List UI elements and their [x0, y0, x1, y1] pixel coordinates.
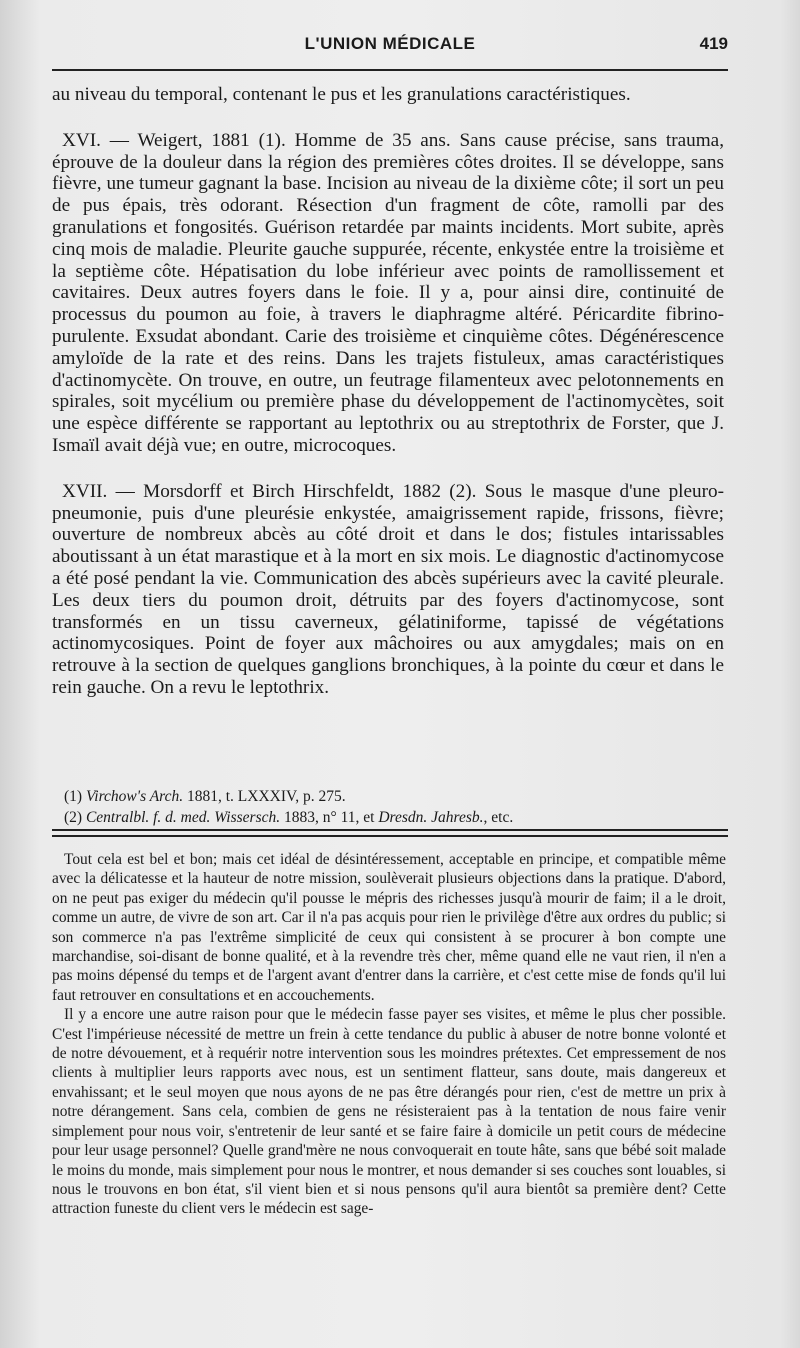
page-number: 419	[699, 34, 728, 53]
header-rule	[52, 69, 728, 71]
footnote-2: (2) Centralbl. f. d. med. Wissersch. 1883, n° 11, et Dresdn. Jahresb., etc.	[64, 809, 514, 826]
feuilleton-rule-top	[52, 829, 728, 831]
main-text	[52, 84, 724, 699]
paragraph-continuation: au niveau du temporal, contenant le pus et les granulations caractéristiques.	[52, 84, 631, 105]
feuilleton-paragraph-2: Il y a encore une autre raison pour que le médecin fasse payer ses visites, et même le plus cher possible. C'est l'impérieuse nécessité de mettre un frein à cette tendance du public à abuser de notre bonne volonté et de notre dévouement, et à requérir notre intervention sous les moindres prétextes. Cet empressement de nos clients à multiplier leurs rapports avec nous, est un sentiment flatteur, sans doute, mais dangereux et envahissant; et le seul moyen que nous ayons de ne pas être dérangés pour rien, c'est de mettre un prix à notre dérangement. Sans cela, combien de gens ne résisteraient pas à la tentation de nous faire venir simplement pour nous voir, s'entretenir de leur santé et se faire faire à domicile un petit cours de médecine pour leur usage personnel? Quelle grand'mère ne nous convoquerait en toute hâte, sans que bébé soit malade le moins du monde, mais simplement pour nous le montrer, et nous demander si ses couches sont louables, si nous le trouvons en bon état, s'il vient bien et si nous pensons qu'il aura bientôt sa première dent? Cette attraction funeste du client vers le médecin est sage-	[52, 1006, 726, 1218]
case-xvii-paragraph: XVII. — Morsdorff et Birch Hirschfeldt, 1882 (2). Sous le masque d'une pleuro-pneumonie, puis d'une pleurésie enkystée, amaigrissement rapide, frissons, fièvre; ouverture de nombreux abcès au côté droit et dans le dos; fistules intarissables aboutissant à un état marastique et à la mort en six mois. Le diagnostic d'actinomycose a été posé pendant la vie. Communication des abcès supérieurs avec la cavité pleurale. Les deux tiers du poumon droit, détruits par des foyers d'actinomycose, sont transformés en un tissu caverneux, gélatiniforme, tapissé de végétations actinomycosiques. Point de foyer aux mâchoires ou aux amygdales; mais on en retrouve à la section de quelques ganglions bronchiques, à la pointe du cœur et dans le rein gauche. On a revu le leptothrix.	[52, 480, 724, 698]
case-xvi-paragraph: XVI. — Weigert, 1881 (1). Homme de 35 ans. Sans cause précise, sans trauma, éprouve de la douleur dans la région des premières côtes droites. Il se développe, sans fièvre, une tumeur gagnant la base. Incision au niveau de la dixième côte; il sort un peu de pus épais, très odorant. Résection d'un fragment de côte, ramolli par des granulations et fongosités. Guérison retardée par maints incidents. Mort subite, après cinq mois de maladie. Pleurite gauche suppurée, récente, enkystée entre la troisième et la septième côte. Hépatisation du lobe inférieur avec points de ramollissement et cavitaires. Deux autres foyers dans le foie. Il y a, pour ainsi dire, continuité de processus du poumon au foie, à travers le diaphragme altéré. Péricardite fibrino-purulente. Exsudat abondant. Carie des troisième et cinquième côtes. Dégénérescence amyloïde de la rate et des reins. Dans les trajets fistuleux, amas caractéristiques d'actinomycète. On trouve, en outre, un feutrage filamenteux avec pelotonnements en spirales, soit mycélium ou première phase du développement de l'actinomycètes, soit une espèce différente se rapportant au leptothrix ou au streptothrix de Forster, que J. Ismaïl avait déjà vue; en outre, microcoques.	[52, 129, 724, 456]
running-title: L'UNION MÉDICALE	[304, 34, 476, 53]
footnote-1: (1) Virchow's Arch. 1881, t. LXXXIV, p. 275.	[64, 788, 346, 805]
feuilleton-paragraph-1: Tout cela est bel et bon; mais cet idéal de désintéressement, acceptable en principe, et compatible même avec la délicatesse et la hauteur de notre mission, soulèverait plusieurs objections dans la pratique. D'abord, on ne peut pas exiger du médecin qu'il pousse le mépris des richesses jusqu'à mourir de faim; il a le droit, comme un autre, de vivre de son art. Car il n'a pas acquis pour rien le privilège d'être aux ordres du public; si son commerce n'a pas l'extrême simplicité de ceux qui consistent à se procurer à bon compte une marchandise, soi-disant de bonne qualité, et à la revendre très cher, même quand elle ne vaut rien, il n'en a pas moins dépensé du temps et de l'argent avant d'entrer dans la carrière, et c'est cette mise de fonds qu'il lui faut retrouver en consultations et en accouchements.	[52, 851, 726, 1004]
feuilleton-text	[52, 850, 726, 1219]
feuilleton-rule-bottom	[52, 835, 728, 837]
page-header	[52, 34, 728, 58]
footnotes	[64, 786, 724, 828]
